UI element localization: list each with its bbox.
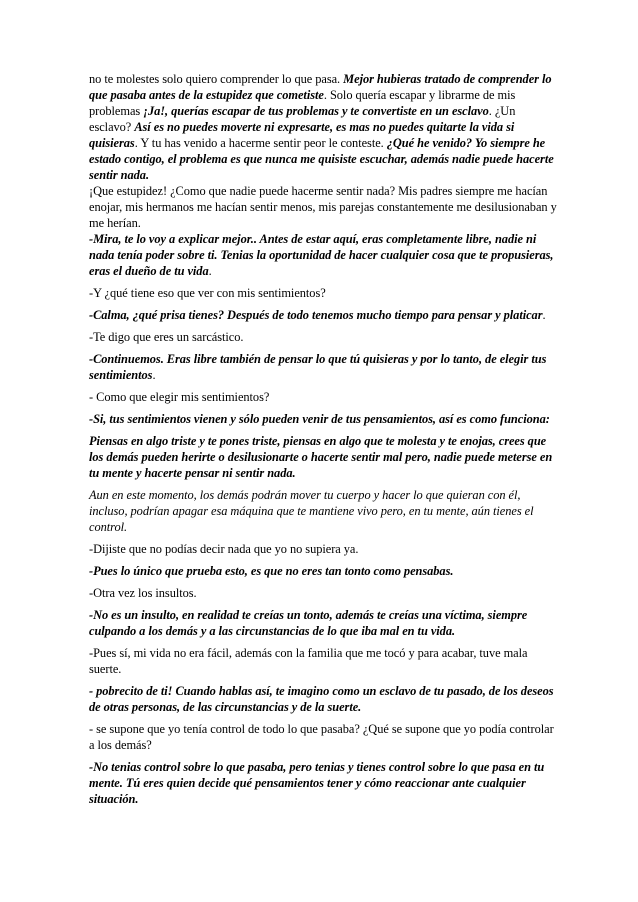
bold-italic-text: ¡Ja!, querías escapar de tus problemas y te convertiste en un esclavo <box>143 104 489 118</box>
text: no te molestes solo quiero comprender lo que pasa. <box>89 72 344 86</box>
paragraph <box>89 307 559 323</box>
text: . <box>152 368 156 382</box>
italic-text: Aun en este momento, los demás podrán mover tu cuerpo y hacer lo que quieran con él, incluso, podrían apagar esa máquina que te mantiene vivo pero, en tu mente, aún tienes el control. <box>89 488 534 534</box>
paragraph <box>89 285 559 301</box>
paragraph <box>89 541 559 557</box>
paragraph <box>89 607 559 639</box>
text: . <box>542 308 546 322</box>
paragraph <box>89 411 559 427</box>
text: -Otra vez los insultos. <box>89 586 197 600</box>
paragraph <box>89 183 559 231</box>
text: . Y tu has venido a hacerme sentir peor le conteste. <box>134 136 387 150</box>
paragraph <box>89 351 559 383</box>
bold-italic-text: -Si, tus sentimientos vienen y sólo pueden venir de tus pensamientos, así es como funciona: <box>89 412 550 426</box>
bold-italic-text: -Mira, te lo voy a explicar mejor.. Antes de estar aquí, eras completamente libre, nadie ni nada tenía poder sobre ti. Tenias la oportunidad de hacer cualquier cosa que te propusieras, eras el dueño de tu vida <box>89 232 554 278</box>
bold-italic-text: -No es un insulto, en realidad te creías un tonto, además te creías una víctima, siempre culpando a los demás y a las circunstancias de lo que iba mal en tu vida. <box>89 608 528 638</box>
bold-italic-text: Piensas en algo triste y te pones triste, piensas en algo que te molesta y te enojas, crees que los demás pueden herirte o desilusionarte o hacerte sentir mal pero, nadie puede meterse en tu mente y hacerte pensar ni sentir nada. <box>89 434 553 480</box>
text: - Como que elegir mis sentimientos? <box>89 390 270 404</box>
paragraph <box>89 389 559 405</box>
paragraph <box>89 585 559 601</box>
bold-italic-text: -Pues lo único que prueba esto, es que no eres tan tonto como pensabas. <box>89 564 454 578</box>
bold-italic-text: ¿Qué he venido? Yo siempre he estado contigo, el problema es que nunca me quisiste escuchar, además nadie puede hacerte sentir nada. <box>89 136 554 182</box>
paragraph <box>89 329 559 345</box>
text: - se supone que yo tenía control de todo lo que pasaba? ¿Qué se supone que yo podía controlar a los demás? <box>89 722 554 752</box>
text: . Solo quería escapar y librarme de mis problemas <box>89 88 516 118</box>
document-body <box>89 71 559 813</box>
text: -Dijiste que no podías decir nada que yo no supiera ya. <box>89 542 359 556</box>
text: ¡Que estupidez! ¿Como que nadie puede hacerme sentir nada? Mis padres siempre me hacían enojar, mis hermanos me hacían sentir menos, mis parejas constantemente me desilusionaban y me herían. <box>89 184 557 230</box>
paragraph <box>89 487 559 535</box>
paragraph <box>89 721 559 753</box>
text: -Y ¿qué tiene eso que ver con mis sentimientos? <box>89 286 326 300</box>
text: -Pues sí, mi vida no era fácil, además con la familia que me tocó y para acabar, tuve mala suerte. <box>89 646 528 676</box>
bold-italic-text: -Continuemos. Eras libre también de pensar lo que tú quisieras y por lo tanto, de elegir tus sentimientos <box>89 352 547 382</box>
text: -Te digo que eres un sarcástico. <box>89 330 244 344</box>
bold-italic-text: - pobrecito de ti! Cuando hablas así, te imagino como un esclavo de tu pasado, de los deseos de otras personas, de las circunstancias y de la suerte. <box>89 684 554 714</box>
paragraph <box>89 231 559 279</box>
paragraph <box>89 759 559 807</box>
bold-italic-text: Así es no puedes moverte ni expresarte, es mas no puedes quitarte la vida si quisieras <box>89 120 515 150</box>
bold-italic-text: -Calma, ¿qué prisa tienes? Después de todo tenemos mucho tiempo para pensar y platicar <box>89 308 543 322</box>
paragraph <box>89 71 559 183</box>
text: . ¿Un esclavo? <box>89 104 516 134</box>
paragraph <box>89 683 559 715</box>
paragraph <box>89 563 559 579</box>
paragraph <box>89 645 559 677</box>
bold-italic-text: Mejor hubieras tratado de comprender lo que pasaba antes de la estupidez que cometiste <box>89 72 552 102</box>
bold-italic-text: -No tenias control sobre lo que pasaba, pero tenias y tienes control sobre lo que pasa en tu mente. Tú eres quien decide qué pensamientos tener y cómo reaccionar ante cualquier situación. <box>89 760 545 806</box>
paragraph <box>89 433 559 481</box>
text: . <box>208 264 212 278</box>
